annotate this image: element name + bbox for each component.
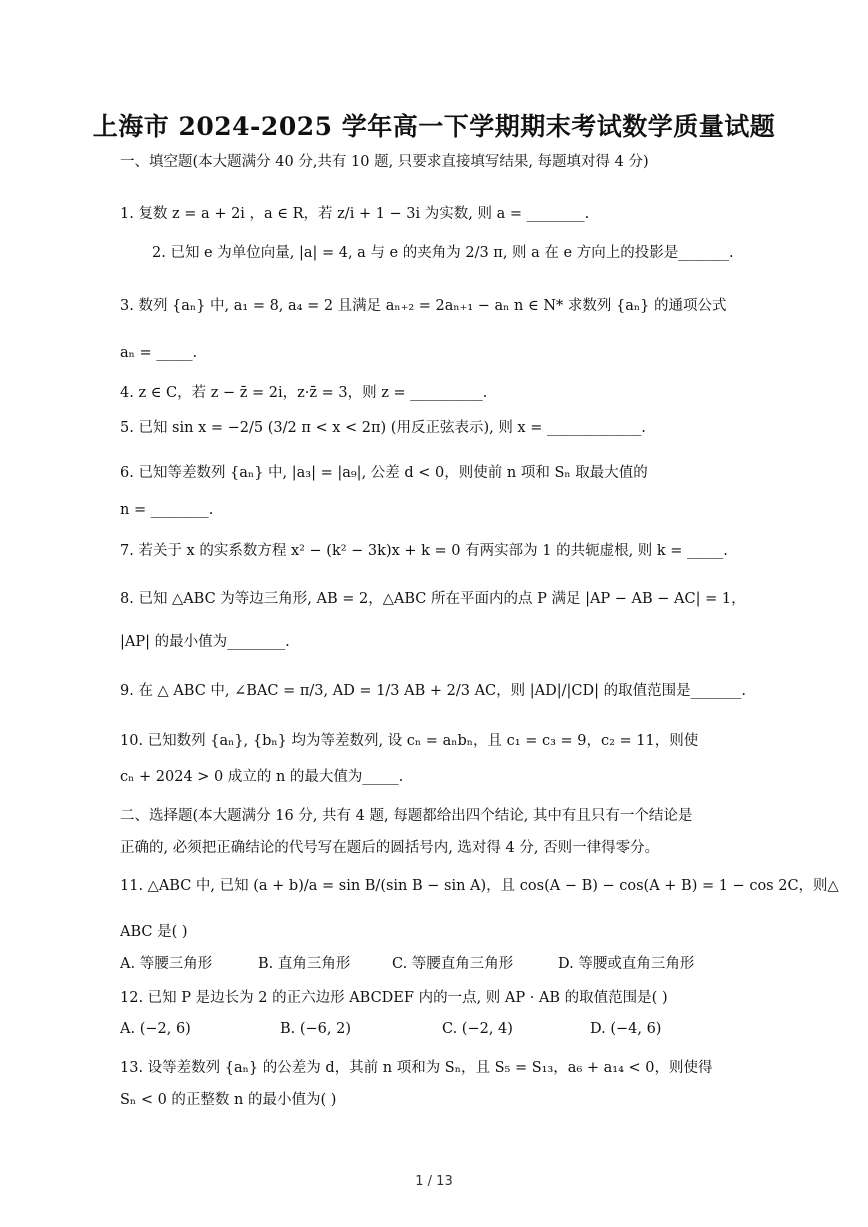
q11-option-c: C. 等腰直角三角形 bbox=[392, 956, 514, 972]
question-11-line1: 11. △ABC 中, 已知 (a + b)/a = sin B/(sin B − sin A)，且 cos(A − B) − cos(A + B) = 1 − cos 2C，则△ bbox=[120, 878, 839, 894]
question-13-line1: 13. 设等差数列 {aₙ} 的公差为 d，其前 n 项和为 Sₙ，且 S₅ = S₁₃，a₆ + a₁₄ < 0，则使得 bbox=[120, 1060, 713, 1076]
document-title: 上海市 2024-2025 学年高一下学期期末考试数学质量试题 bbox=[92, 112, 776, 141]
section-1-heading: 一、填空题(本大题满分 40 分,共有 10 题, 只要求直接填写结果, 每题填对得 4 分) bbox=[120, 154, 649, 170]
q12-option-c: C. (−2, 4) bbox=[442, 1021, 513, 1037]
question-10-line2: cₙ + 2024 > 0 成立的 n 的最大值为_____. bbox=[120, 769, 404, 785]
q11-option-a: A. 等腰三角形 bbox=[120, 956, 213, 972]
q12-option-a: A. (−2, 6) bbox=[120, 1021, 191, 1037]
question-6-line1: 6. 已知等差数列 {aₙ} 中, |a₃| = |a₉|, 公差 d < 0，则使前 n 项和 Sₙ 取最大值的 bbox=[120, 465, 648, 481]
question-2: 2. 已知 e 为单位向量, |a| = 4, a 与 e 的夹角为 2/3 π, 则 a 在 e 方向上的投影是_______. bbox=[152, 245, 734, 261]
question-9: 9. 在 △ ABC 中, ∠BAC = π/3, AD = 1/3 AB + 2/3 AC，则 |AD|/|CD| 的取值范围是_______. bbox=[120, 683, 746, 699]
page-number: 1 / 13 bbox=[415, 1174, 453, 1189]
question-8-line2: |AP| 的最小值为________. bbox=[120, 634, 290, 650]
question-6-line2: n = ________. bbox=[120, 502, 214, 518]
q12-option-d: D. (−4, 6) bbox=[590, 1021, 662, 1037]
q12-option-b: B. (−6, 2) bbox=[280, 1021, 352, 1037]
q11-option-b: B. 直角三角形 bbox=[258, 956, 351, 972]
question-3-line1: 3. 数列 {aₙ} 中, a₁ = 8, a₄ = 2 且满足 aₙ₊₂ = 2aₙ₊₁ − aₙ n ∈ N* 求数列 {aₙ} 的通项公式 bbox=[120, 298, 727, 314]
section-2-heading-line1: 二、选择题(本大题满分 16 分, 共有 4 题, 每题都给出四个结论, 其中有且只有一个结论是 bbox=[120, 808, 693, 824]
question-13-line2: Sₙ < 0 的正整数 n 的最小值为( ) bbox=[120, 1092, 337, 1108]
question-11-line2: ABC 是( ) bbox=[120, 924, 188, 940]
q11-option-d: D. 等腰或直角三角形 bbox=[558, 956, 695, 972]
question-1: 1. 复数 z = a + 2i ，a ∈ R，若 z/i + 1 − 3i 为实数, 则 a = ________. bbox=[120, 206, 590, 222]
question-8-line1: 8. 已知 △ABC 为等边三角形, AB = 2，△ABC 所在平面内的点 P 满足 |AP − AB − AC| = 1， bbox=[120, 591, 746, 607]
section-2-heading-line2: 正确的, 必须把正确结论的代号写在题后的圆括号内, 选对得 4 分, 否则一律得零分。 bbox=[120, 840, 660, 856]
question-7: 7. 若关于 x 的实系数方程 x² − (k² − 3k)x + k = 0 有两实部为 1 的共轭虚根, 则 k = _____. bbox=[120, 543, 728, 559]
question-4: 4. z ∈ C，若 z − z̄ = 2i，z·z̄ = 3，则 z = __________. bbox=[120, 385, 488, 401]
question-5: 5. 已知 sin x = −2/5 (3/2 π < x < 2π) (用反正弦表示), 则 x = _____________. bbox=[120, 420, 646, 436]
question-3-line2: aₙ = _____. bbox=[120, 345, 198, 361]
question-12: 12. 已知 P 是边长为 2 的正六边形 ABCDEF 内的一点, 则 AP · AB 的取值范围是( ) bbox=[120, 990, 668, 1006]
question-10-line1: 10. 已知数列 {aₙ}, {bₙ} 均为等差数列, 设 cₙ = aₙbₙ，且 c₁ = c₃ = 9，c₂ = 11，则使 bbox=[120, 733, 699, 749]
